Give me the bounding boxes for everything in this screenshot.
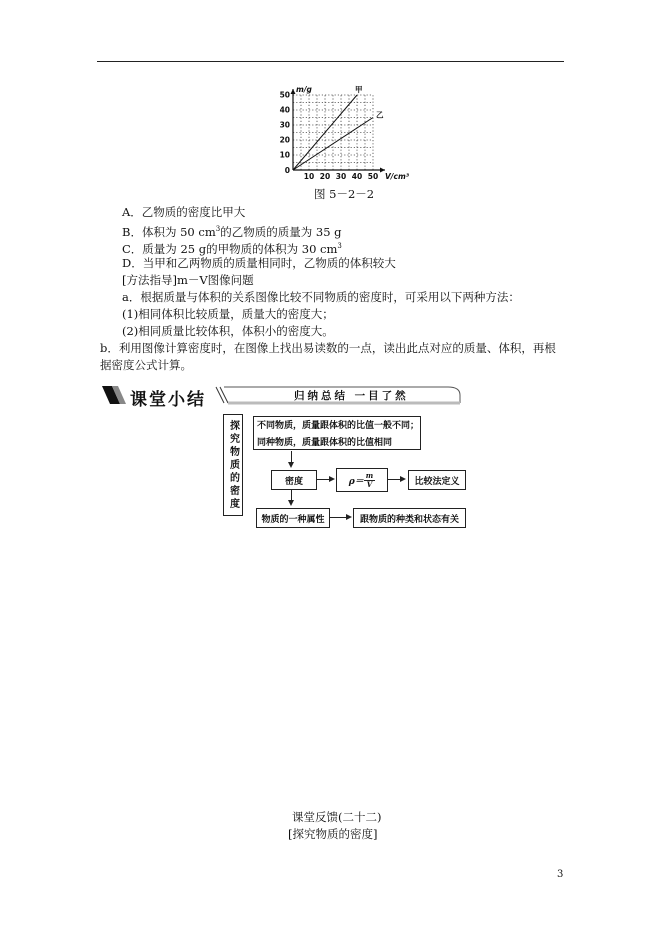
flow-top-box — [253, 416, 421, 450]
summary-subtitle: 归纳总结 一目了然 — [294, 390, 409, 402]
y-tick-label: 10 — [279, 150, 290, 160]
flow-arrow-right-2 — [387, 479, 401, 480]
flow-top-line2: 同种物质，质量跟体积的比值相同 — [257, 438, 393, 448]
flow-formula-box: ρ＝ m V — [336, 468, 388, 492]
option-b: B．体积为 50 $cm^3$的乙物质的质量为 35 g — [122, 224, 342, 239]
flow-arrow-right-1 — [316, 479, 330, 480]
series-label-yi: 乙 — [376, 110, 384, 120]
x-tick-label: 40 — [351, 172, 363, 181]
method-b-line2: 据密度公式计算。 — [100, 358, 192, 372]
method-item-2: (2)相同质量比较体积，体积小的密度大。 — [122, 324, 334, 338]
y-tick-label: 30 — [279, 120, 290, 130]
summary-banner — [98, 382, 566, 408]
x-tick-label: 10 — [303, 172, 315, 181]
y-tick-label: 20 — [279, 135, 290, 145]
flow-arrowhead-right-1 — [329, 476, 335, 482]
method-title: [方法指导]m－V图像问题 — [122, 273, 254, 287]
flow-side-label: 探究物质的密度 — [223, 414, 243, 516]
flow-top-line1: 不同物质，质量跟体积的比值一般不同； — [257, 421, 420, 431]
page-number: 3 — [557, 869, 564, 880]
feedback-subtitle: [探究物质的密度] — [288, 827, 378, 841]
method-a: a．根据质量与体积的关系图像比较不同物质的密度时，可采用以下两种方法： — [122, 290, 520, 304]
series-label-jia: 甲 — [355, 85, 363, 94]
flow-arrowhead-right-2 — [400, 476, 406, 482]
method-item-1: (1)相同体积比较质量，质量大的密度大； — [122, 307, 334, 321]
summary-title: 课堂小结 — [130, 390, 206, 410]
flow-arrowhead-right-3 — [346, 514, 352, 520]
flow-arrowhead-down-2 — [288, 500, 294, 506]
feedback-title: 课堂反馈(二十二) — [292, 810, 382, 824]
header-rule — [97, 61, 564, 62]
x-axis-label: V/cm³ — [385, 172, 410, 181]
flow-arrowhead-down-1 — [288, 462, 294, 468]
figure-caption: 图 5－2－2 — [314, 187, 375, 201]
flow-arrow-right-3 — [329, 517, 347, 518]
method-b-line1: b．利用图像计算密度时，在图像上找出易读数的一点，读出此点对应的质量、体积，再根 — [100, 341, 556, 355]
y-tick-label: 40 — [279, 105, 290, 115]
flow-property-box: 物质的一种属性 — [256, 508, 330, 528]
option-a: A．乙物质的密度比甲大 — [122, 205, 246, 219]
flow-density-box: 密度 — [271, 470, 317, 490]
origin-label: 0 — [284, 166, 290, 175]
flow-relation-box: 跟物质的种类和状态有关 — [353, 508, 466, 528]
flow-compare-box: 比较法定义 — [408, 470, 466, 490]
option-d: D．当甲和乙两物质的质量相同时，乙物质的体积较大 — [122, 256, 396, 270]
option-c: C．质量为 25 g的甲物质的体积为 30 $cm^3$ — [122, 241, 342, 256]
y-tick-label: 50 — [279, 90, 290, 100]
mass-volume-chart — [265, 84, 415, 184]
y-axis-label: m/g — [296, 85, 312, 94]
x-tick-label: 30 — [335, 172, 347, 181]
x-tick-label: 20 — [319, 172, 331, 181]
y-axis-arrowhead — [291, 89, 296, 94]
x-tick-label: 50 — [367, 172, 379, 181]
